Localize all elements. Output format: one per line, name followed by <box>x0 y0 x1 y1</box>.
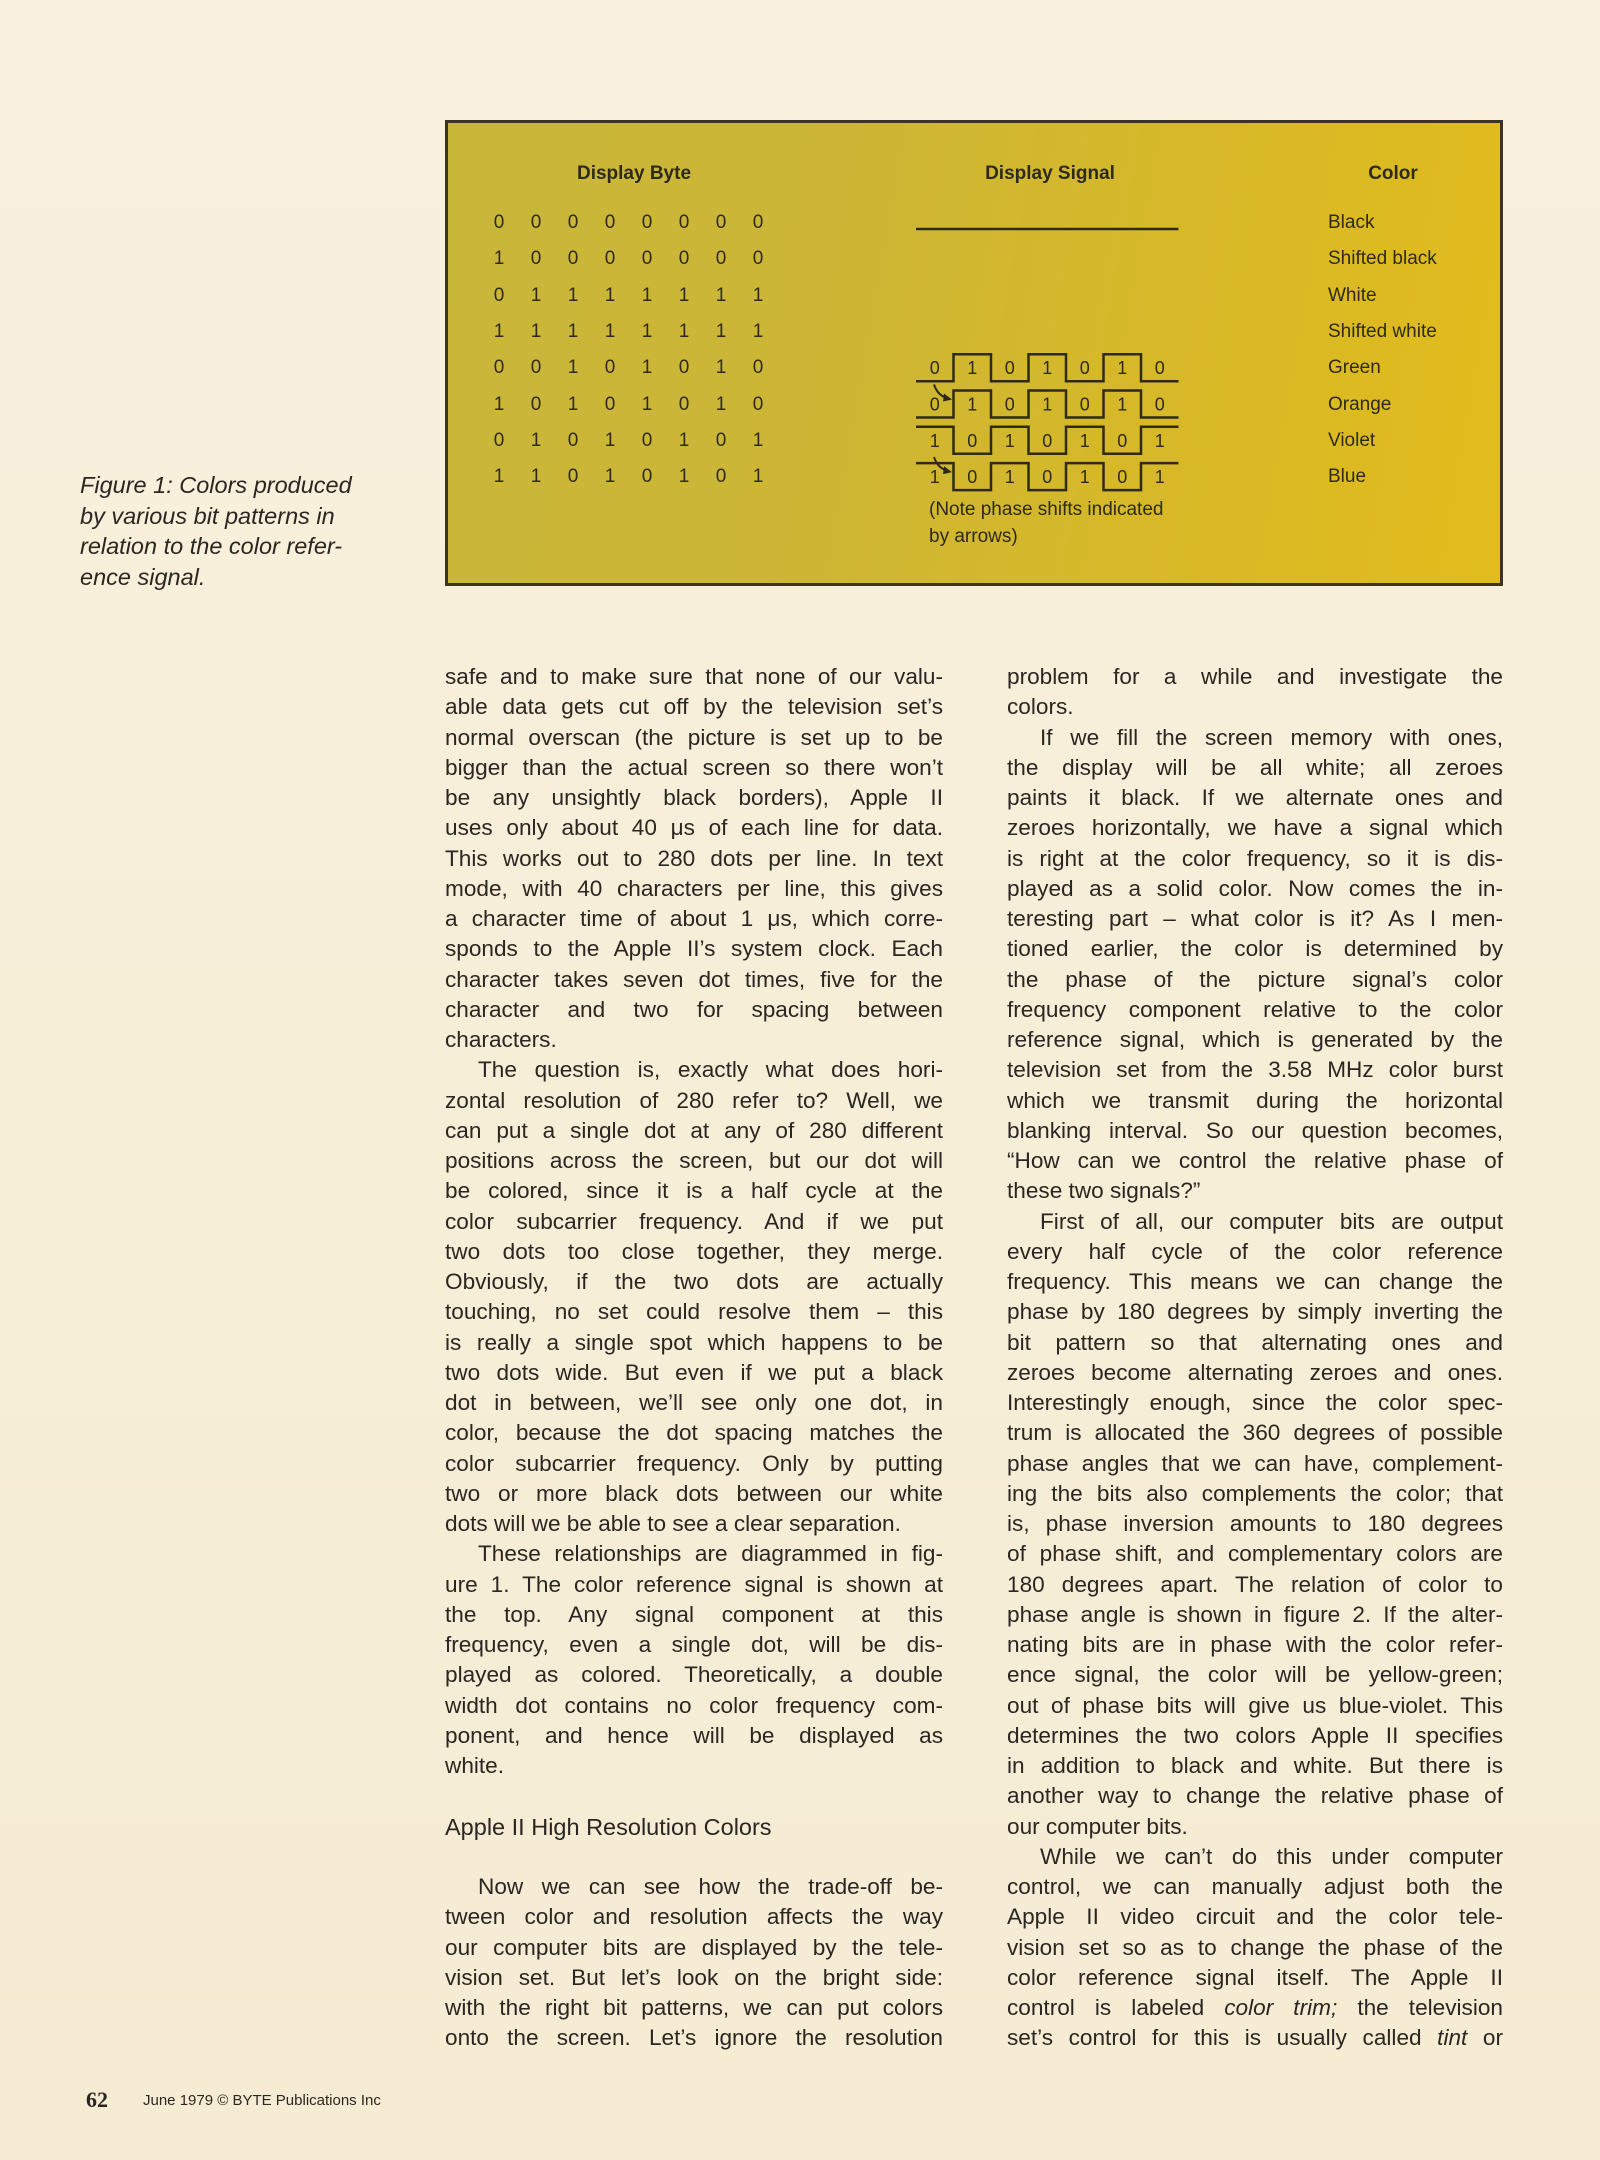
signal-bit: 0 <box>1042 430 1053 451</box>
byte-bit: 1 <box>567 357 579 379</box>
byte-bit: 0 <box>604 212 616 233</box>
emphasized-text: tint <box>1437 2025 1468 2051</box>
byte-bit: 1 <box>604 429 616 451</box>
text-line: “How can we control the relative phase of <box>1007 1148 1503 1173</box>
color-label: Green <box>1328 357 1381 379</box>
text-line: mode, with 40 characters per line, this gives <box>445 875 943 901</box>
text-line: which we transmit during the horizontal <box>1007 1087 1503 1113</box>
text-line: The question is, exactly what does hori- <box>478 1057 943 1083</box>
text-line: If we fill the screen memory with ones, <box>1040 724 1503 750</box>
header-display-byte: Display Byte <box>576 163 692 184</box>
byte-bit: 1 <box>641 357 653 379</box>
signal-bit: 1 <box>1042 358 1053 379</box>
byte-bit: 1 <box>715 357 727 379</box>
text-line: our computer bits. <box>1007 1813 1188 1839</box>
text-line: safe and to make sure that none of our valu- <box>445 664 943 689</box>
text-line: is really a single spot which happens to be <box>445 1329 943 1355</box>
text-line: be any unsightly black borders), Apple II <box>445 785 943 810</box>
byte-bit: 0 <box>641 429 653 451</box>
byte-bit: 0 <box>641 248 653 270</box>
text-line: bit pattern so that alternating ones and <box>1007 1329 1503 1355</box>
color-label: Shifted white <box>1328 320 1437 342</box>
byte-bit: 1 <box>752 466 764 488</box>
text-line: positions across the screen, but our dot will <box>445 1148 943 1173</box>
text-line: onto the screen. Let’s ignore the resolution <box>445 2025 943 2051</box>
text-line: trum is allocated the 360 degrees of possible <box>1007 1420 1503 1446</box>
byte-bit: 0 <box>678 248 690 270</box>
text-segment: or <box>1467 2025 1503 2051</box>
text-line <box>1007 2023 1503 2053</box>
text-line: able data gets cut off by the television set’s <box>445 694 943 720</box>
text-line: frequency, even a single dot, will be dis- <box>445 1632 943 1657</box>
text-line: with the right bit patterns, we can put colors <box>445 1995 943 2020</box>
text-line: the display will be all white; all zeroes <box>1007 754 1503 780</box>
color-label: White <box>1328 284 1377 306</box>
caption-line: Figure 1: Colors produced <box>80 472 352 498</box>
text-line: tween color and resolution affects the way <box>445 1904 943 1930</box>
text-line: a character time of about 1 μs, which corre- <box>445 906 943 931</box>
caption-line: relation to the color refer- <box>80 533 343 559</box>
text-line: in addition to black and white. But there is <box>1007 1753 1503 1778</box>
text-line: characters. <box>445 1027 557 1052</box>
emphasized-text: color trim; <box>1224 1995 1338 2020</box>
color-label: Blue <box>1328 466 1367 488</box>
byte-bit: 1 <box>567 393 579 415</box>
text-line: color subcarrier frequency. And if we put <box>445 1208 943 1234</box>
text-line: First of all, our computer bits are output <box>1040 1208 1503 1234</box>
byte-bit: 0 <box>715 466 727 488</box>
byte-bit: 0 <box>752 393 764 415</box>
byte-bit: 0 <box>678 357 690 379</box>
text-line: out of phase bits will give us blue-violet. This <box>1007 1692 1503 1718</box>
byte-bit: 1 <box>752 429 764 451</box>
byte-bit: 0 <box>530 212 542 233</box>
signal-bit: 1 <box>1004 430 1015 451</box>
byte-bit: 1 <box>493 466 505 488</box>
signal-bit: 0 <box>1154 358 1165 379</box>
signal-bit: 0 <box>1079 394 1090 415</box>
byte-bit: 1 <box>641 284 653 306</box>
text-line: phase angles that we can have, complement- <box>1007 1450 1503 1476</box>
text-line: played as colored. Theoretically, a double <box>445 1662 943 1688</box>
text-line: character and two for spacing between <box>445 996 943 1022</box>
arrowhead-icon <box>943 466 952 474</box>
text-line: Obviously, if the two dots are actually <box>445 1269 943 1294</box>
byte-bit: 1 <box>604 466 616 488</box>
byte-bit: 1 <box>493 320 505 342</box>
text-line: zontal resolution of 280 refer to? Well, we <box>445 1087 943 1113</box>
signal-bit: 0 <box>1154 394 1165 415</box>
signal-bit: 1 <box>1079 467 1090 488</box>
byte-bit: 1 <box>715 393 727 415</box>
text-line: problem for a while and investigate the <box>1007 664 1503 689</box>
signal-bit: 0 <box>967 467 978 488</box>
text-line: determines the two colors Apple II specifies <box>1007 1722 1503 1748</box>
text-line: is, phase inversion amounts to 180 degrees <box>1007 1511 1503 1536</box>
text-line: uses only about 40 μs of each line for data. <box>445 815 943 841</box>
text-line: is right at the color frequency, so it is dis- <box>1007 845 1503 871</box>
byte-bit: 0 <box>752 248 764 270</box>
signal-bit: 1 <box>1117 358 1128 379</box>
page-number: 62 <box>86 2087 108 2112</box>
text-line: two dots wide. But even if we put a black <box>445 1359 943 1385</box>
signal-bit: 0 <box>929 358 940 379</box>
text-line: be colored, since it is a half cycle at the <box>445 1178 943 1204</box>
color-label: Shifted black <box>1328 248 1437 270</box>
byte-bit: 1 <box>493 248 505 270</box>
signal-bit: 1 <box>1079 430 1090 451</box>
text-line: bigger than the actual screen so there won’t <box>445 754 943 780</box>
text-line: another way to change the relative phase of <box>1007 1783 1503 1809</box>
text-segment: set’s control for this is usually called <box>1007 2025 1438 2051</box>
text-line: vision set so as to change the phase of the <box>1007 1934 1503 1960</box>
text-segment: control is labeled <box>1007 1995 1225 2020</box>
byte-bit: 1 <box>641 320 653 342</box>
byte-bit: 0 <box>530 357 542 379</box>
text-line: these two signals?” <box>1007 1178 1201 1204</box>
signal-bit: 0 <box>929 394 940 415</box>
signal-bit: 1 <box>967 394 978 415</box>
text-line: reference signal, which is generated by the <box>1007 1027 1503 1052</box>
byte-bit: 1 <box>678 284 690 306</box>
byte-bit: 1 <box>752 284 764 306</box>
text-line: teresting part – what color is it? As I men- <box>1007 906 1503 931</box>
byte-bit: 1 <box>715 320 727 342</box>
text-line: nating bits are in phase with the color refer- <box>1007 1632 1503 1657</box>
note-line-1: (Note phase shifts indicated <box>929 499 1164 520</box>
note-line-2: by arrows) <box>929 526 1018 547</box>
byte-bit: 0 <box>752 357 764 379</box>
text-line: color, because the dot spacing matches the <box>445 1420 943 1446</box>
text-line: frequency component relative to the color <box>1007 996 1503 1022</box>
text-line: Now we can see how the trade-off be- <box>478 1874 943 1899</box>
color-label: Violet <box>1328 429 1376 451</box>
figure-1-color-table <box>445 120 1503 586</box>
signal-bit: 0 <box>1079 358 1090 379</box>
text-line: ure 1. The color reference signal is shown at <box>445 1571 943 1597</box>
text-line: phase angle is shown in figure 2. If the alter- <box>1007 1601 1503 1627</box>
text-line: sponds to the Apple II’s system clock. Each <box>445 936 943 962</box>
text-line: frequency. This means we can change the <box>1007 1269 1503 1294</box>
byte-bit: 0 <box>715 248 727 270</box>
text-line: the phase of the picture signal’s color <box>1007 966 1503 992</box>
signal-bit: 0 <box>967 430 978 451</box>
byte-bit: 0 <box>715 429 727 451</box>
color-label: Black <box>1328 212 1375 233</box>
text-segment: the television <box>1337 1995 1503 2020</box>
text-line: ing the bits also complements the color; that <box>1007 1480 1503 1506</box>
arrowhead-icon <box>943 394 952 402</box>
signal-bit: 0 <box>1042 467 1053 488</box>
byte-bit: 0 <box>530 248 542 270</box>
signal-bit: 0 <box>1004 394 1015 415</box>
byte-bit: 0 <box>678 393 690 415</box>
byte-bit: 1 <box>641 393 653 415</box>
text-line: our computer bits are displayed by the tele- <box>445 1934 943 1960</box>
text-line: color reference signal itself. The Apple II <box>1007 1964 1503 1990</box>
text-line: zeroes become alternating zeroes and ones. <box>1007 1359 1503 1385</box>
signal-bit: 0 <box>1117 467 1128 488</box>
byte-bit: 1 <box>752 320 764 342</box>
text-line: vision set. But let’s look on the bright side: <box>445 1964 943 1990</box>
text-line: zeroes horizontally, we have a signal which <box>1007 815 1503 841</box>
signal-bit: 1 <box>1004 467 1015 488</box>
text-line: blanking interval. So our question becomes, <box>1007 1117 1503 1143</box>
signal-bit: 1 <box>1117 394 1128 415</box>
byte-bit: 0 <box>604 248 616 270</box>
text-line: Apple II video circuit and the color tele- <box>1007 1904 1503 1930</box>
signal-bit: 1 <box>967 358 978 379</box>
text-line: touching, no set could resolve them – this <box>445 1299 943 1325</box>
byte-bit: 0 <box>493 429 505 451</box>
byte-bit: 0 <box>567 466 579 488</box>
byte-bit: 0 <box>715 212 727 233</box>
text-line: 180 degrees apart. The relation of color to <box>1007 1571 1503 1597</box>
text-line: dots will we be able to see a clear separation. <box>445 1511 901 1536</box>
text-line: dot in between, we’ll see only one dot, in <box>445 1390 943 1415</box>
text-line: These relationships are diagrammed in fig- <box>478 1541 943 1567</box>
header-color: Color <box>1368 163 1418 184</box>
text-line: ence signal, the color will be yellow-green; <box>1007 1662 1503 1688</box>
byte-bit: 1 <box>678 429 690 451</box>
text-line: television set from the 3.58 MHz color burst <box>1007 1057 1503 1083</box>
byte-bit: 1 <box>678 320 690 342</box>
signal-bit: 1 <box>1154 430 1165 451</box>
byte-bit: 1 <box>567 320 579 342</box>
byte-bit: 0 <box>493 212 505 233</box>
byte-bit: 1 <box>530 284 542 306</box>
article-column-left <box>445 662 943 2054</box>
text-line: white. <box>445 1753 505 1778</box>
section-heading: Apple II High Resolution Colors <box>445 1813 772 1840</box>
text-line: played as a solid color. Now comes the in- <box>1007 875 1503 901</box>
byte-bit: 0 <box>641 466 653 488</box>
text-line: character takes seven dot times, five for the <box>445 966 943 992</box>
footer-credit: June 1979 © BYTE Publications Inc <box>143 2092 381 2109</box>
text-line <box>1007 1993 1503 2023</box>
text-line: This works out to 280 dots per line. In text <box>445 845 943 871</box>
signal-bit: 0 <box>1117 430 1128 451</box>
signal-bit: 1 <box>1042 394 1053 415</box>
text-line: colors. <box>1007 694 1074 720</box>
text-line: paints it black. If we alternate ones and <box>1007 785 1503 810</box>
byte-bit: 1 <box>530 320 542 342</box>
caption-line: by various bit patterns in <box>80 502 335 529</box>
text-line: normal overscan (the picture is set up to be <box>445 724 943 750</box>
byte-bit: 0 <box>641 212 653 233</box>
text-line: every half cycle of the color reference <box>1007 1238 1503 1264</box>
figure-caption <box>80 470 400 592</box>
byte-bit: 1 <box>604 284 616 306</box>
byte-bit: 1 <box>493 393 505 415</box>
signal-bit: 1 <box>1154 467 1165 488</box>
text-line: of phase shift, and complementary colors are <box>1007 1541 1503 1567</box>
article-column-right <box>1007 662 1503 2054</box>
byte-bit: 1 <box>715 284 727 306</box>
color-label: Orange <box>1328 393 1392 415</box>
byte-bit: 1 <box>567 284 579 306</box>
caption-line: ence signal. <box>80 563 206 590</box>
byte-bit: 0 <box>530 393 542 415</box>
text-line: two dots too close together, they merge. <box>445 1238 943 1264</box>
byte-bit: 1 <box>530 466 542 488</box>
byte-bit: 0 <box>567 248 579 270</box>
byte-bit: 0 <box>567 212 579 233</box>
text-line: phase by 180 degrees by simply inverting the <box>1007 1299 1503 1325</box>
text-line: width dot contains no color frequency com- <box>445 1692 943 1718</box>
text-line: the top. Any signal component at this <box>445 1601 943 1627</box>
text-line: While we can’t do this under computer <box>1040 1843 1503 1869</box>
byte-bit: 0 <box>604 393 616 415</box>
text-line: tioned earlier, the color is determined by <box>1007 936 1503 962</box>
signal-bit: 1 <box>929 467 940 488</box>
text-line: color subcarrier frequency. Only by putting <box>445 1450 943 1476</box>
byte-bit: 0 <box>493 284 505 306</box>
byte-bit: 0 <box>567 429 579 451</box>
header-display-signal: Display Signal <box>985 163 1115 184</box>
byte-bit: 1 <box>604 320 616 342</box>
signal-bit: 0 <box>1004 358 1015 379</box>
byte-bit: 1 <box>678 466 690 488</box>
text-line: ponent, and hence will be displayed as <box>445 1722 943 1748</box>
text-line: can put a single dot at any of 280 different <box>445 1117 943 1143</box>
text-line: control, we can manually adjust both the <box>1007 1874 1503 1899</box>
byte-bit: 0 <box>604 357 616 379</box>
text-line: two or more black dots between our white <box>445 1480 943 1506</box>
byte-bit: 0 <box>678 212 690 233</box>
signal-bit: 1 <box>929 430 940 451</box>
byte-bit: 0 <box>752 212 764 233</box>
byte-bit: 0 <box>493 357 505 379</box>
text-line: Interestingly enough, since the color spec- <box>1007 1390 1503 1415</box>
byte-bit: 1 <box>530 429 542 451</box>
